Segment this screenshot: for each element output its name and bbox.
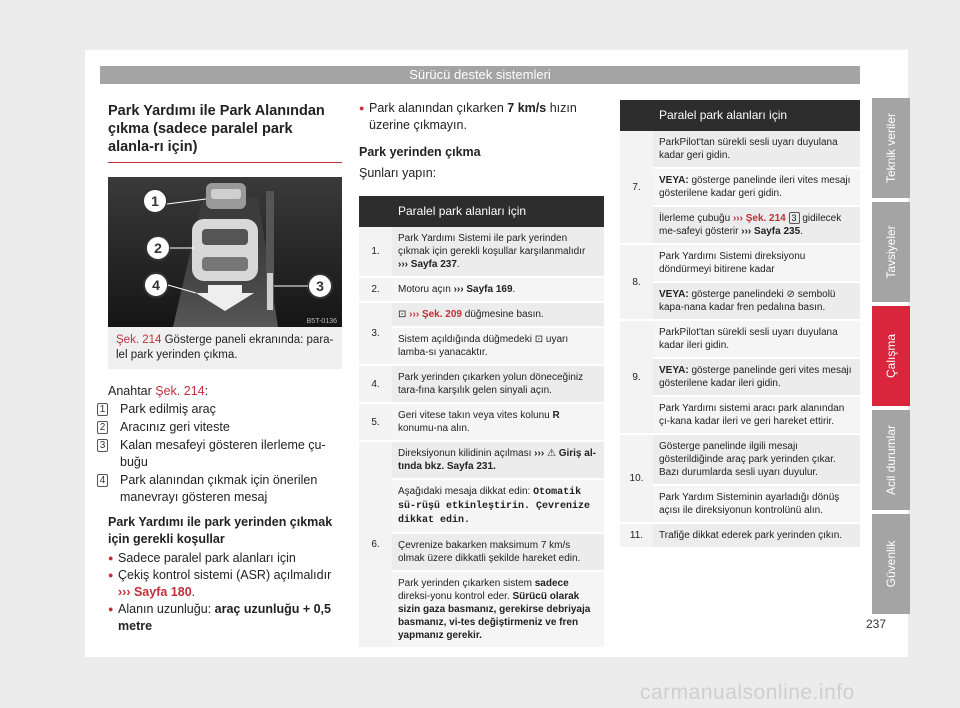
table-row: 8. Park Yardımı Sistemi direksiyonu döndürmeyi bitirene kadar bbox=[620, 244, 860, 282]
heading-divider bbox=[108, 162, 342, 163]
park-button-icon: ⊡ bbox=[534, 334, 544, 345]
table-row: 6. Direksiyonun kilidinin açılması ››› ⚠ Giriş al-tında bkz. Sayfa 231. bbox=[359, 441, 604, 479]
figure-caption bbox=[108, 327, 342, 369]
steps-table-continued bbox=[620, 100, 860, 549]
condition-item: ● Çekiş kontrol sistemi (ASR) açılmalıdır ››› Sayfa 180. bbox=[108, 567, 342, 601]
table-row: Park yerinden çıkarken sistem sadece direksi-yonu kontrol eder. Sürücü olarak sizin gaza basmanız, gerekirse debriyaja basmanız, vi-tes değiştirmeniz ve fren yapmanız gerekir. bbox=[359, 571, 604, 648]
callout-1-label: 1 bbox=[151, 193, 159, 209]
caption-text: Gösterge paneli ekranında: para-lel park yerinden çıkma. bbox=[116, 334, 334, 361]
table-row: Park Yardım Sisteminin ayarladığı dönüş açısı ile direksiyonun kontrolünü alın. bbox=[620, 485, 860, 523]
legend-item: 1 Park edilmiş araç bbox=[108, 401, 342, 418]
tab-calisma[interactable]: Çalışma bbox=[872, 306, 910, 406]
legend-list bbox=[99, 401, 342, 506]
table-row: Aşağıdaki mesaja dikkat edin: Otomatik sü-rüşü etkinleştirin. Çevrenize dikkat edin. bbox=[359, 479, 604, 533]
parking-illustration bbox=[108, 177, 342, 327]
figure-code: B5T-0136 bbox=[306, 318, 337, 325]
steering-symbol-icon: ⊘ bbox=[786, 289, 795, 300]
table-row: Sistem açıldığında düğmedeki ⊡ uyarı lamba-sı yanacaktır. bbox=[359, 327, 604, 365]
condition-item: ● Alanın uzunluğu: araç uzunluğu + 0,5 metre bbox=[108, 601, 342, 635]
column-middle bbox=[359, 100, 604, 649]
column-right bbox=[620, 100, 860, 549]
table-row: 1. Park Yardımı Sistemi ile park yerinden çıkmak için gerekli koşullar karşılanmalıdır ››› Sayfa 237. bbox=[359, 227, 604, 277]
table-row: Park Yardımı sistemi aracı park alanından çı-kana kadar ileri ve geri hareket ettirir. bbox=[620, 396, 860, 434]
steps-table bbox=[359, 196, 604, 649]
caption-ref[interactable]: Şek. 214 bbox=[116, 334, 162, 346]
tab-acil-durumlar[interactable]: Acil durumlar bbox=[872, 410, 910, 510]
subheading: Park yerinden çıkma bbox=[359, 145, 481, 159]
callout-3-label: 3 bbox=[316, 278, 324, 294]
callout-4-label: 4 bbox=[152, 277, 160, 293]
park-button-icon: ⊡ bbox=[398, 309, 407, 320]
dashboard-figure bbox=[108, 177, 342, 327]
page-number: 237 bbox=[866, 617, 887, 631]
table-title: Paralel park alanları için bbox=[653, 100, 860, 131]
section-header: Sürücü destek sistemleri bbox=[100, 66, 860, 84]
intro-text: Şunları yapın: bbox=[359, 166, 437, 180]
legend-item: 4 Park alanından çıkmak için önerilen manevrayı gösteren mesaj bbox=[108, 472, 342, 506]
table-row: 10. Gösterge panelinde ilgili mesajı gösterildiğinde araç park yerinden çıkar. Bazı durumlarda sesli uyarı duyulur. bbox=[620, 434, 860, 485]
table-row: İlerleme çubuğu ››› Şek. 214 3 gidilecek me-safeyi gösterir ››› Sayfa 235. bbox=[620, 206, 860, 244]
table-row: 2. Motoru açın ››› Sayfa 169. bbox=[359, 277, 604, 302]
progress-bar-fill bbox=[267, 273, 273, 310]
tab-teknik-veriler[interactable]: Teknik veriler bbox=[872, 98, 910, 198]
section-heading: Park Yardımı ile Park Alanından çıkma (sadece paralel park alanla-rı için) bbox=[108, 103, 325, 155]
legend-item: 3 Kalan mesafeyi gösteren ilerleme çu-buğu bbox=[108, 437, 342, 471]
condition-item: ● Sadece paralel park alanları için bbox=[108, 550, 342, 567]
table-row: 5. Geri vitese takın veya vites kolunu R konumu-na alın. bbox=[359, 403, 604, 441]
legend-item: 2 Aracınız geri viteste bbox=[108, 419, 342, 436]
table-row: 4. Park yerinden çıkarken yolun döneceğiniz tara-fına karşılık gelen sinyali açın. bbox=[359, 365, 604, 403]
table-row: VEYA: gösterge panelindeki ⊘ sembolü kapa-nana kadar fren pedalına basın. bbox=[620, 282, 860, 320]
warning-icon: ⚠ bbox=[546, 448, 556, 459]
watermark: carmanualsonline.info bbox=[640, 681, 855, 704]
own-car bbox=[192, 219, 258, 281]
table-title: Paralel park alanları için bbox=[392, 196, 604, 227]
column-left bbox=[99, 102, 342, 635]
conditions-heading: Park Yardımı ile park yerinden çıkmak için gerekli koşullar bbox=[108, 515, 333, 546]
tab-guvenlik[interactable]: Güvenlik bbox=[872, 514, 910, 614]
speed-note: ● Park alanından çıkarken 7 km/s hızın üzerine çıkmayın. bbox=[359, 100, 604, 134]
page-link[interactable]: ››› Sayfa 180 bbox=[118, 585, 192, 599]
table-row: VEYA: gösterge panelinde geri vites mesajı gösterilene kadar ileri gidin. bbox=[620, 358, 860, 396]
legend-intro: Anahtar Şek. 214: bbox=[108, 384, 209, 398]
table-row: 9. ParkPilot'tan sürekli sesli uyarı duyulana kadar ileri gidin. bbox=[620, 320, 860, 358]
table-row: Çevrenize bakarken maksimum 7 km/s olmak üzere dikkatli şekilde hareket edin. bbox=[359, 533, 604, 571]
table-row: 11. Trafiğe dikkat ederek park yerinden çıkın. bbox=[620, 523, 860, 548]
callout-2-label: 2 bbox=[154, 240, 162, 256]
table-row: 3. ⊡ ››› Şek. 209 düğmesine basın. bbox=[359, 302, 604, 327]
table-row: VEYA: gösterge panelinde ileri vites mesajı gösterilene kadar geri gidin. bbox=[620, 168, 860, 206]
legend-ref[interactable]: Şek. 214 bbox=[155, 384, 205, 398]
table-row: 7. ParkPilot'tan sürekli sesli uyarı duyulana kadar geri gidin. bbox=[620, 131, 860, 168]
tab-tavsiyeler[interactable]: Tavsiyeler bbox=[872, 202, 910, 302]
